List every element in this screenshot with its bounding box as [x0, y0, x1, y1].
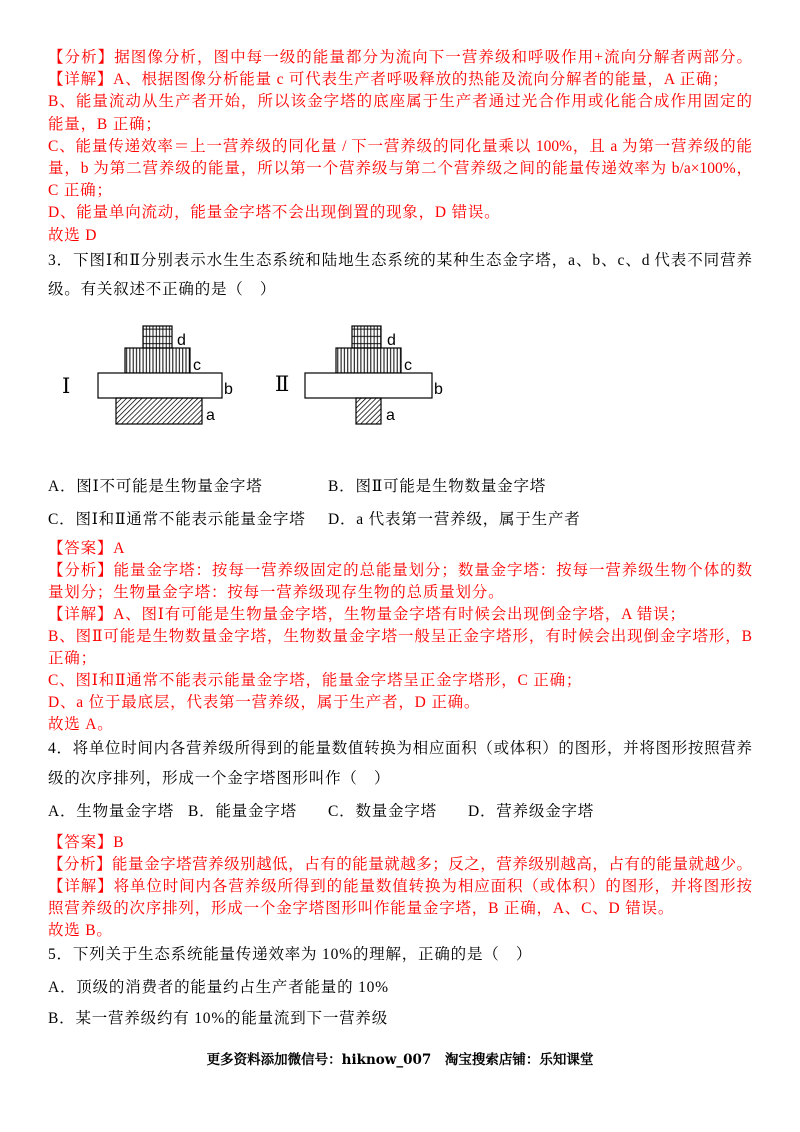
q2-detail-line: C、能量传递效率＝上一营养级的同化量 / 下一营养级的同化量乘以 100%，且 a 为第一营养级的能	[48, 137, 752, 155]
q3-detail-line: 正确；	[48, 650, 97, 667]
q5-option-b: B．某一营养级约有 10%的能量流到下一营养级	[48, 1010, 389, 1027]
q3-conclusion: 故选 A。	[48, 716, 114, 733]
pyramid-ii-label-d: d	[387, 332, 396, 349]
q2-conclusion: 故选 D	[48, 226, 98, 244]
pyramid-i-layer-c	[125, 348, 190, 373]
q3-detail-line: D、a 位于最底层，代表第一营养级，属于生产者，D 正确。	[48, 694, 481, 711]
q3-option-d: D．a 代表第一营养级，属于生产者	[328, 511, 581, 528]
q2-explanation	[48, 47, 752, 247]
q5-stem	[48, 940, 752, 970]
q3-options-row	[48, 470, 752, 503]
q3-explanation	[48, 538, 752, 736]
q3-answer: 【答案】A	[48, 540, 126, 557]
pyramid-i-layer-d	[143, 326, 172, 348]
q2-detail-line: D、能量单向流动，能量金字塔不会出现倒置的现象，D 错误。	[48, 204, 501, 222]
pyramid-i-label-a: a	[206, 407, 215, 424]
pyramid-ii-layer-a	[356, 398, 381, 424]
pyramid-ii-label-c: c	[404, 357, 412, 374]
q2-detail-line: C 正确；	[48, 182, 113, 200]
pyramid-ii-layer-b	[305, 373, 432, 398]
q4-stem-line: 4．将单位时间内各营养级所得到的能量数值转换为相应面积（或体积）的图形，并将图形按照营养	[48, 740, 752, 757]
pyramid-i	[62, 326, 233, 424]
pyramid-ii-layer-d	[352, 326, 381, 348]
q4-detail-line: 【详解】将单位时间内各营养级所得到的能量数值转换为相应面积（或体积）的图形，并将图形按	[48, 878, 752, 895]
page-footer: 更多资料添加微信号：hiknow_007 淘宝搜索店铺：乐知课堂	[206, 1052, 594, 1068]
q4-conclusion: 故选 B。	[48, 922, 113, 939]
q4-explanation	[48, 832, 752, 942]
q5-option-a: A．顶级的消费者的能量约占生产者能量的 10%	[48, 979, 389, 996]
pyramid-i-label-d: d	[177, 332, 186, 349]
q3-pyramid-figure	[0, 300, 480, 440]
pyramid-i-label-c: c	[193, 357, 201, 374]
q3-analysis-line: 【分析】能量金字塔：按每一营养级固定的总能量划分；数量金字塔：按每一营养级生物个体的数	[48, 562, 752, 579]
pyramid-i-label: Ⅰ	[62, 374, 71, 398]
q3-option-c: C．图Ⅰ和Ⅱ通常不能表示能量金字塔	[48, 511, 306, 528]
pyramid-i-layer-a	[116, 398, 202, 424]
q4-option-d: D．营养级金字塔	[468, 803, 595, 820]
q3-detail-line: 【详解】A、图Ⅰ有可能是生物量金字塔，生物量金字塔有时候会出现倒金字塔，A 错误；	[48, 606, 686, 623]
q3-options	[48, 470, 752, 536]
q4-answer: 【答案】B	[48, 834, 125, 851]
q4-option-b: B．能量金字塔	[188, 803, 297, 820]
q4-stem	[48, 734, 752, 794]
pyramid-i-label-b: b	[224, 381, 233, 398]
q2-detail-line: 量，b 为第二营养级的能量，所以第一个营养级与第二个营养级之间的能量传递效率为 b/a×100%，	[48, 159, 752, 177]
pyramid-ii-label: Ⅱ	[275, 372, 290, 396]
q3-stem-line: 级。有关叙述不正确的是（ ）	[48, 281, 277, 298]
q2-detail-line: 能量，B 正确；	[48, 115, 162, 133]
pyramid-ii-layer-c	[336, 348, 401, 373]
q5-options	[48, 972, 752, 1034]
q3-stem-line: 3．下图Ⅰ和Ⅱ分别表示水生生态系统和陆地生态系统的某种生态金字塔，a、b、c、d 代表不同营养	[48, 252, 752, 269]
q2-detail-line: 【详解】A、根据图像分析能量 c 可代表生产者呼吸释放的热能及流向分解者的能量，A 正确；	[48, 71, 729, 89]
q3-option-a: A．图Ⅰ不可能是生物量金字塔	[48, 478, 263, 495]
q4-stem-line: 级的次序排列，形成一个金字塔图形叫作（ ）	[48, 770, 391, 787]
q2-analysis-line: 【分析】据图像分析，图中每一级的能量都分为流向下一营养级和呼吸作用+流向分解者两部分。	[48, 49, 752, 66]
q4-options-row	[48, 796, 752, 828]
q4-analysis-line: 【分析】能量金字塔营养级别越低，占有的能量就越多；反之，营养级别越高，占有的能量就越少。	[48, 856, 752, 873]
q3-analysis-line: 量划分；生物量金字塔：按每一营养级现存生物的总质量划分。	[48, 584, 505, 601]
q3-detail-line: C、图Ⅰ和Ⅱ通常不能表示能量金字塔，能量金字塔呈正金字塔形，C 正确；	[48, 672, 583, 689]
pyramid-ii-label-a: a	[386, 407, 395, 424]
q3-stem	[48, 246, 752, 304]
q4-option-c: C．数量金字塔	[328, 803, 437, 820]
pyramid-ii-label-b: b	[434, 381, 443, 398]
pyramid-i-layer-b	[98, 373, 222, 398]
q3-options-row	[48, 503, 752, 536]
pyramid-ii	[275, 326, 443, 424]
q4-option-a: A．生物量金字塔	[48, 803, 175, 820]
q2-detail-line: B、能量流动从生产者开始，所以该金字塔的底座属于生产者通过光合作用或化能合成作用固定的	[48, 93, 752, 111]
q4-options	[48, 796, 752, 828]
q4-detail-line: 照营养级的次序排列，形成一个金字塔图形叫作能量金字塔，B 正确，A、C、D 错误。	[48, 900, 675, 917]
q5-stem-line: 5．下列关于生态系统能量传递效率为 10%的理解，正确的是（ ）	[48, 946, 533, 963]
q3-detail-line: B、图Ⅱ可能是生物数量金字塔，生物数量金字塔一般呈正金字塔形，有时候会出现倒金字塔形，B	[48, 628, 752, 645]
q3-option-b: B．图Ⅱ可能是生物数量金字塔	[328, 478, 547, 495]
